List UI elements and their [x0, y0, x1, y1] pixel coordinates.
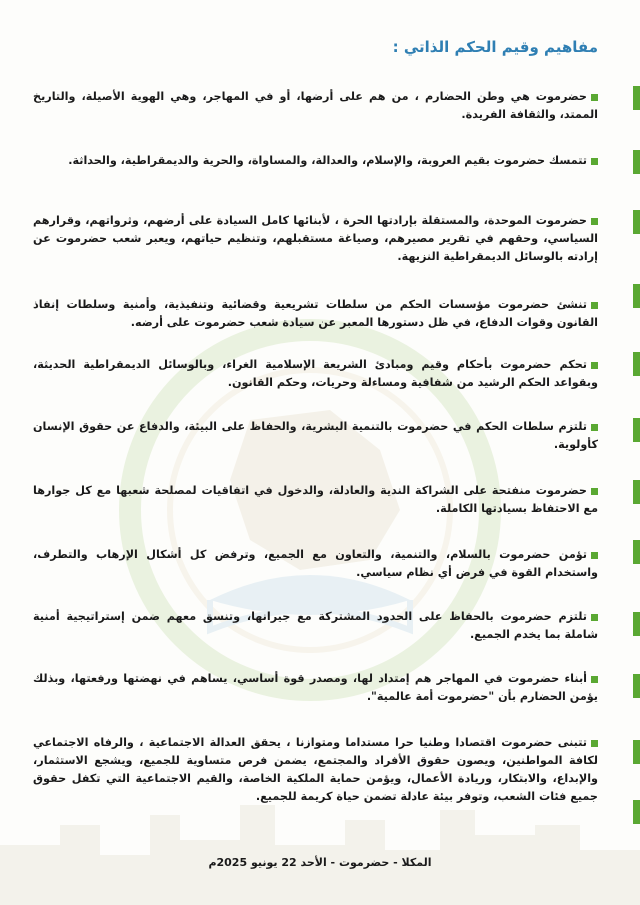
page-title: مفاهيم وقيم الحكم الذاتي : [392, 38, 598, 56]
list-item-text: تؤمن حضرموت بالسلام، والتنمية، والتعاون مع الجميع، وترفض كل أشكال الإرهاب والتطرف، واستخدام القوة في فرض أي نظام سياسي. [33, 548, 598, 579]
side-marker [633, 612, 640, 636]
list-item-text: تلتزم سلطات الحكم في حضرموت بالتنمية البشرية، والحفاظ على البيئة، والدفاع عن حقوق الإنسان كأولوية. [33, 420, 598, 451]
list-item-text: تتبنى حضرموت اقتصادا وطنيا حرا مستداما ومتوازنا ، يحقق العدالة الاجتماعية ، والرفاه الاجتماعي لكافة المواطنين، ويصون حقوق الأفراد والمجتمع، يضمن فرص متساوية للجميع، ويشجع الاستثمار، والإبداع، والابتكار، وريادة الأعمال، ويؤمن حماية الملكية الخاصة، والقيم الاجتماعية التي تكفل حقوق جميع فئات الشعب، وتوفر بيئة عادلة تضمن حياة كريمة للجميع. [33, 736, 598, 803]
side-marker [633, 540, 640, 564]
bullet-square-icon [591, 614, 598, 621]
side-marker [633, 86, 640, 110]
list-item [33, 88, 598, 124]
side-marker [633, 210, 640, 234]
bullet-square-icon [591, 424, 598, 431]
list-item-text: حضرموت الموحدة، والمستقلة بإرادتها الحرة ، لأبنائها كامل السيادة على أرضهم، وثرواتهم، وقرارهم السياسي، وحقهم في تقرير مصيرهم، وصياغة مستقبلهم، وتنظيم حياتهم، ويعبر شعب حضرموت عن إرادته بالوسائل الديمقراطية النزيهة. [33, 214, 598, 263]
side-marker [633, 480, 640, 504]
bullet-square-icon [591, 676, 598, 683]
bullet-square-icon [591, 552, 598, 559]
bullet-square-icon [591, 158, 598, 165]
bullet-square-icon [591, 94, 598, 101]
list-item-text: تتمسك حضرموت بقيم العروبة، والإسلام، والعدالة، والمساواة، والحرية والديمقراطية، والحداثة. [68, 154, 587, 167]
list-item [33, 212, 598, 266]
list-item [33, 734, 598, 806]
side-marker [633, 740, 640, 764]
list-item [33, 356, 598, 392]
list-item [33, 482, 598, 518]
list-item-text: حضرموت هي وطن الحضارم ، من هم على أرضها، أو في المهاجر، وهي الهوية الأصيلة، والتاريخ الممتد، والثقافة الفريدة. [33, 90, 598, 121]
list-item [33, 608, 598, 644]
list-item-text: تحكم حضرموت بأحكام وقيم ومبادئ الشريعة الإسلامية الغراء، وبالوسائل الديمقراطية الحديثة، وبقواعد الحكم الرشيد من شفافية ومساءلة وحريات، وحكم القانون. [33, 358, 598, 389]
bullet-square-icon [591, 488, 598, 495]
list-item-text: تنشئ حضرموت مؤسسات الحكم من سلطات تشريعية وقضائية وتنفيذية، وأمنية وسلطات إنفاذ القانون وقوات الدفاع، في ظل دستورها المعبر عن سيادة شعب حضرموت على أرضه. [33, 298, 598, 329]
list-item [33, 152, 598, 170]
side-marker [633, 418, 640, 442]
side-marker [633, 800, 640, 824]
footer-dateline: المكلا - حضرموت - الأحد 22 يونيو 2025م [208, 856, 432, 869]
side-marker [633, 674, 640, 698]
list-item [33, 670, 598, 706]
side-marker [633, 352, 640, 376]
side-marker [633, 150, 640, 174]
list-item [33, 546, 598, 582]
list-item-text: أبناء حضرموت في المهاجر هم إمتداد لها، ومصدر قوة أساسي، يساهم في نهضتها ورفعتها، وبذلك يؤمن الحضارم بأن "حضرموت أمة عالمية". [33, 672, 598, 703]
bullet-square-icon [591, 218, 598, 225]
list-item [33, 418, 598, 454]
bullet-square-icon [591, 362, 598, 369]
side-marker [633, 284, 640, 308]
bullet-square-icon [591, 740, 598, 747]
list-item-text: تلتزم حضرموت بالحفاظ على الحدود المشتركة مع جيرانها، وتنسق معهم ضمن إستراتيجية أمنية شاملة بما يخدم الجميع. [33, 610, 598, 641]
list-item-text: حضرموت منفتحة على الشراكة الندية والعادلة، والدخول في اتفاقيات لمصلحة شعبها مع كل جوارها مع الاحتفاظ بسيادتها الكاملة. [33, 484, 598, 515]
bullet-square-icon [591, 302, 598, 309]
list-item [33, 296, 598, 332]
